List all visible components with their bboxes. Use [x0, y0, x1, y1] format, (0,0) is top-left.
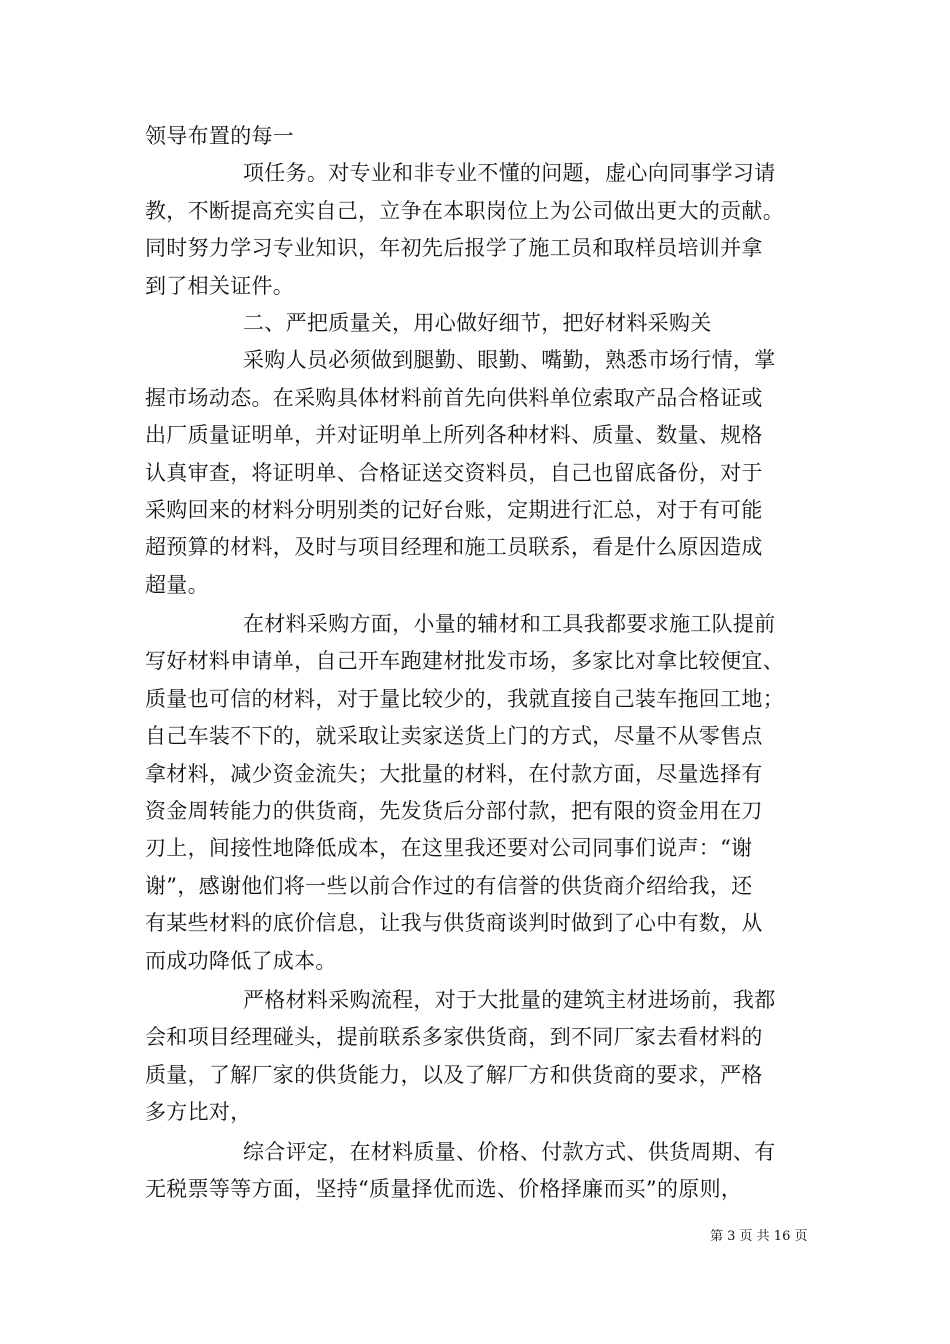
text-line: 无税票等等方面，坚持“质量择优而选、价格择廉而买”的原则，: [145, 1176, 743, 1201]
text-line: 综合评定，在材料质量、价格、付款方式、供货周期、有: [243, 1139, 776, 1164]
section-heading: 二、严把质量关，用心做好细节，把好材料采购关: [243, 310, 712, 335]
text-line: 严格材料采购流程，对于大批量的建筑主材进场前，我都: [243, 987, 776, 1012]
text-line: 教，不断提高充实自己，立争在本职岗位上为公司做出更大的贡献。: [145, 198, 784, 223]
text-line: 写好材料申请单，自己开车跑建材批发市场，多家比对拿比较便宜、: [145, 649, 784, 674]
text-line: 而成功降低了成本。: [145, 948, 337, 973]
text-line: 多方比对，: [145, 1100, 252, 1125]
text-line: 谢”，感谢他们将一些以前合作过的有信誉的供货商介绍给我，还: [145, 873, 753, 898]
text-line: 项任务。对专业和非专业不懂的问题，虚心向同事学习请: [243, 161, 776, 186]
text-line: 握市场动态。在采购具体材料前首先向供料单位索取产品合格证或: [145, 385, 763, 410]
text-line: 领导布置的每一: [145, 124, 295, 148]
text-line: 超预算的材料，及时与项目经理和施工员联系，看是什么原因造成: [145, 535, 763, 560]
text-line: 采购回来的材料分明别类的记好台账，定期进行汇总，对于有可能: [145, 497, 763, 522]
text-line: 有某些材料的底价信息，让我与供货商谈判时做到了心中有数，从: [145, 911, 763, 936]
text-line: 拿材料，减少资金流失；大批量的材料，在付款方面，尽量选择有: [145, 761, 763, 786]
text-line: 到了相关证件。: [145, 273, 295, 298]
text-line: 认真审查，将证明单、合格证送交资料员，自己也留底备份，对于: [145, 460, 763, 485]
text-line: 同时努力学习专业知识，年初先后报学了施工员和取样员培训并拿: [145, 236, 763, 261]
text-line: 质量，了解厂家的供货能力，以及了解厂方和供货商的要求，严格: [145, 1062, 763, 1087]
text-line: 资金周转能力的供货商，先发货后分部付款，把有限的资金用在刀: [145, 799, 763, 824]
text-line: 在材料采购方面，小量的辅材和工具我都要求施工队提前: [243, 612, 776, 637]
text-line: 质量也可信的材料，对于量比较少的，我就直接自己装车拖回工地；: [145, 686, 784, 711]
text-line: 自己车装不下的，就采取让卖家送货上门的方式，尽量不从零售点: [145, 724, 763, 749]
text-line: 采购人员必须做到腿勤、眼勤、嘴勤，熟悉市场行情，掌: [243, 348, 776, 373]
document-body: [145, 118, 825, 1208]
text-line: 会和项目经理碰头，提前联系多家供货商，到不同厂家去看材料的: [145, 1025, 763, 1050]
text-line: 刃上，间接性地降低成本，在这里我还要对公司同事们说声：“谢: [145, 836, 753, 861]
text-line: 超量。: [145, 572, 209, 597]
text-line: 出厂质量证明单，并对证明单上所列各种材料、质量、数量、规格: [145, 423, 763, 448]
page-number-label: 第 3 页 共 16 页: [710, 1229, 808, 1244]
